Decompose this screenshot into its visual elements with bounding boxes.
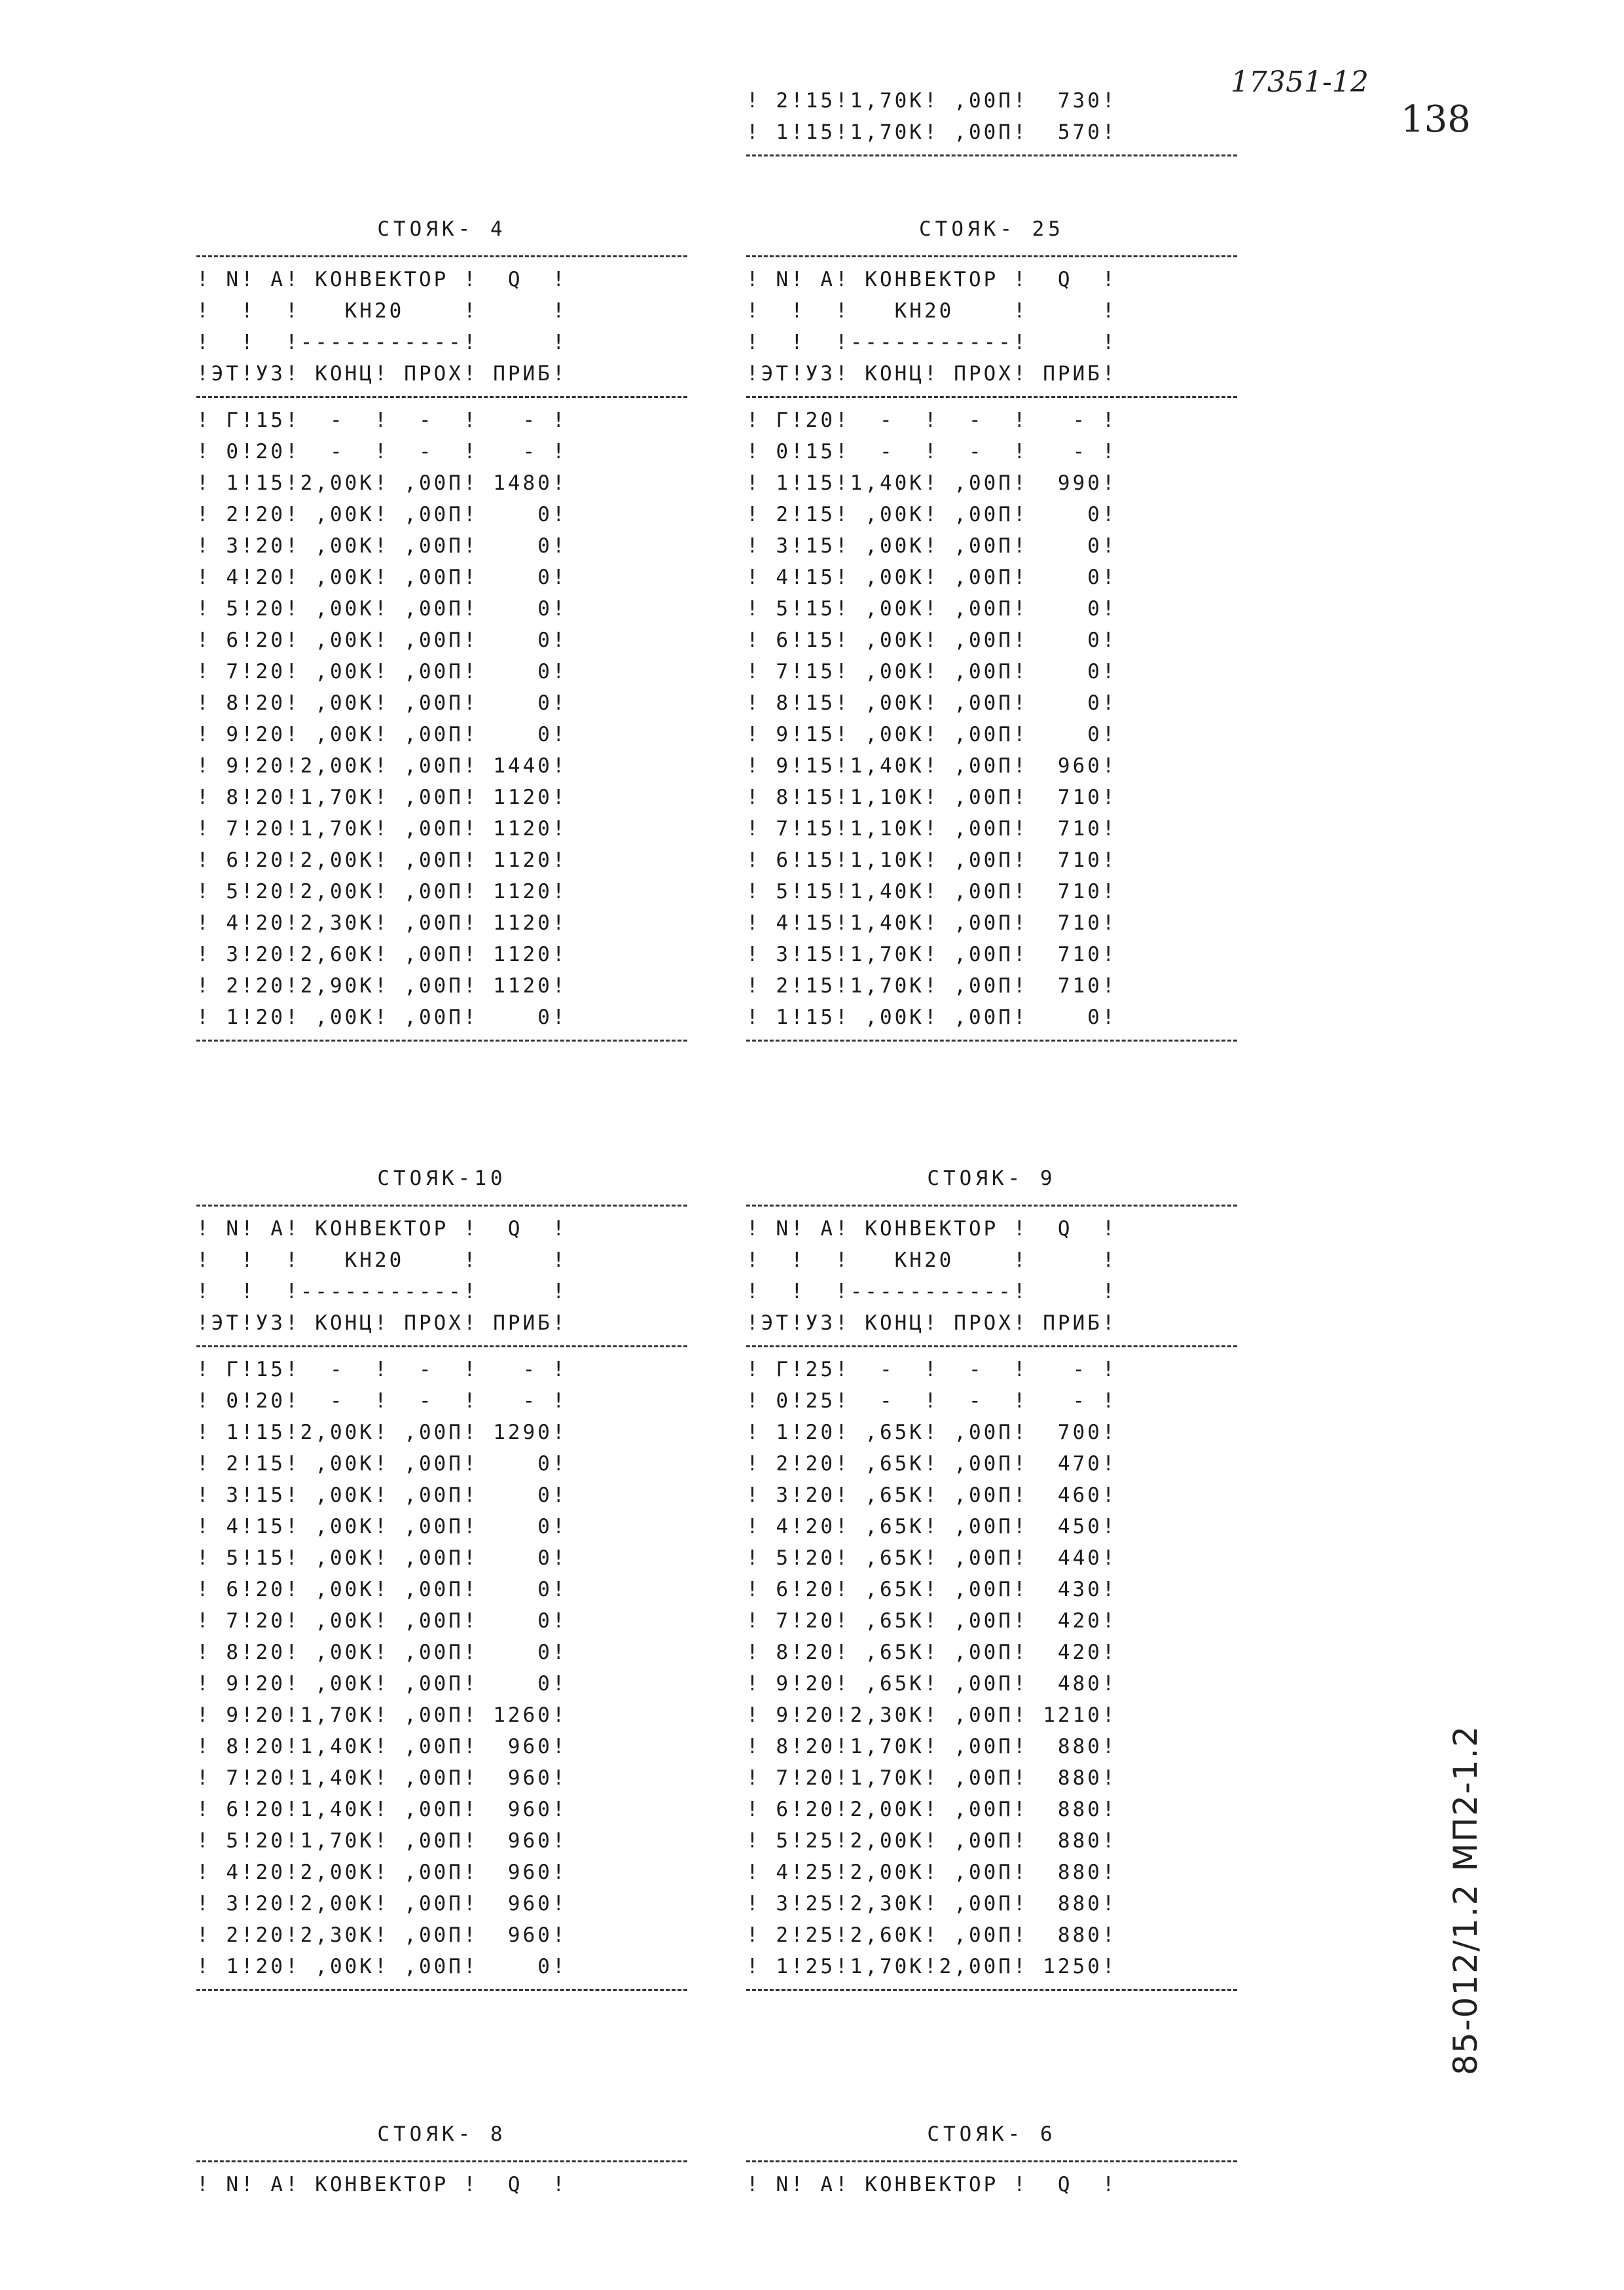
table-row: ! 2!15! ,00К! ,00П! 0!	[746, 503, 1117, 526]
divider	[196, 255, 687, 257]
header-line-4: !ЭТ!УЗ! КОНЦ! ПРОХ! ПРИБ!	[196, 1311, 568, 1335]
table-row: ! 5!25!2,00К! ,00П! 880!	[746, 1829, 1117, 1853]
header-line-1: ! N! А! КОНВЕКТОР ! Q !	[746, 1217, 1117, 1241]
table-row: ! 7!20!1,70К! ,00П! 880!	[746, 1766, 1117, 1790]
table-row: ! 2!25!2,60К! ,00П! 880!	[746, 1923, 1117, 1947]
stoyak-table-1	[196, 209, 687, 1048]
side-code: 85-012/1.2 МП2-1.2	[1447, 1724, 1485, 2075]
table-row: ! 4!20! ,00К! ,00П! 0!	[196, 566, 568, 589]
divider	[196, 1205, 687, 1207]
table-rows	[746, 405, 1237, 1033]
top-row-1: ! 2!15!1,70К! ,00П! 730!	[746, 89, 1117, 113]
table-row: ! 9!20! ,00К! ,00П! 0!	[196, 1672, 568, 1696]
stoyak-title: СТОЯК- 8	[377, 2122, 507, 2146]
table-row: ! 4!20!2,30К! ,00П! 1120!	[196, 911, 568, 935]
table-row: ! 5!15! ,00К! ,00П! 0!	[746, 597, 1117, 621]
table-row: ! Г!20! - ! - ! - !	[746, 409, 1117, 432]
stoyak-title: СТОЯК-10	[377, 1167, 507, 1190]
table-row: ! 7!20!1,70К! ,00П! 1120!	[196, 817, 568, 841]
table-row: ! 7!15!1,10К! ,00П! 710!	[746, 817, 1117, 841]
table-row: ! 6!20!1,40К! ,00П! 960!	[196, 1798, 568, 1821]
table-row: ! 5!15! ,00К! ,00П! 0!	[196, 1546, 568, 1570]
table-row: ! 3!15! ,00К! ,00П! 0!	[196, 1483, 568, 1507]
table-row: ! 8!20!1,70К! ,00П! 1120!	[196, 786, 568, 809]
table-row: ! 2!20! ,65К! ,00П! 470!	[746, 1452, 1117, 1476]
divider	[196, 2160, 687, 2162]
table-row: ! 0!25! - ! - ! - !	[746, 1389, 1117, 1413]
table-row: ! 4!15! ,00К! ,00П! 0!	[746, 566, 1117, 589]
table-row: ! 5!20!1,70К! ,00П! 960!	[196, 1829, 568, 1853]
table-row: ! 8!15!1,10К! ,00П! 710!	[746, 786, 1117, 809]
table-row: ! 8!20!1,40К! ,00П! 960!	[196, 1735, 568, 1758]
table-row: ! 6!15!1,10К! ,00П! 710!	[746, 848, 1117, 872]
header-line-3: ! ! !-----------! !	[746, 331, 1117, 354]
table-row: ! Г!15! - ! - ! - !	[196, 1358, 568, 1381]
stoyak-table-6	[746, 2115, 1237, 2200]
table-row: ! 7!15! ,00К! ,00П! 0!	[746, 660, 1117, 683]
table-row: ! 3!20!2,00К! ,00П! 960!	[196, 1892, 568, 1916]
divider	[746, 2160, 1237, 2162]
table-row: ! 2!20!2,90К! ,00П! 1120!	[196, 974, 568, 998]
table-row: ! 6!20! ,00К! ,00П! 0!	[196, 1578, 568, 1601]
table-row: ! 1!20! ,00К! ,00П! 0!	[196, 1006, 568, 1029]
header-line-4: !ЭТ!УЗ! КОНЦ! ПРОХ! ПРИБ!	[196, 362, 568, 386]
table-row: ! 9!20!2,30К! ,00П! 1210!	[746, 1703, 1117, 1727]
header-line-2: ! ! ! КН20 ! !	[746, 1248, 1117, 1272]
table-row: ! 2!15! ,00К! ,00П! 0!	[196, 1452, 568, 1476]
table-row: ! 7!20! ,65К! ,00П! 420!	[746, 1609, 1117, 1633]
header-line-1: ! N! А! КОНВЕКТОР ! Q !	[196, 1217, 568, 1241]
table-row: ! 8!20!1,70К! ,00П! 880!	[746, 1735, 1117, 1758]
table-rows	[196, 1354, 687, 1982]
table-row: ! 2!20! ,00К! ,00П! 0!	[196, 503, 568, 526]
table-row: ! 1!15!2,00К! ,00П! 1480!	[196, 471, 568, 495]
header-line-3: ! ! !-----------! !	[746, 1280, 1117, 1303]
top-fragment	[746, 85, 1237, 163]
table-row: ! 2!20!2,30К! ,00П! 960!	[196, 1923, 568, 1947]
table-row: ! 5!20! ,00К! ,00П! 0!	[196, 597, 568, 621]
table-row: ! 3!25!2,30К! ,00П! 880!	[746, 1892, 1117, 1916]
table-row: ! Г!25! - ! - ! - !	[746, 1358, 1117, 1381]
divider	[746, 255, 1237, 257]
divider	[196, 396, 687, 398]
table-row: ! 3!15!1,70К! ,00П! 710!	[746, 943, 1117, 966]
stoyak-table-4	[746, 1159, 1237, 1997]
table-row: ! 4!20!2,00К! ,00П! 960!	[196, 1861, 568, 1884]
header-line-1: ! N! А! КОНВЕКТОР ! Q !	[746, 268, 1117, 291]
table-row: ! 7!20!1,40К! ,00П! 960!	[196, 1766, 568, 1790]
header-line-2: ! ! ! КН20 ! !	[196, 1248, 568, 1272]
table-row: ! 8!20! ,00К! ,00П! 0!	[196, 1641, 568, 1664]
table-row: ! 7!20! ,00К! ,00П! 0!	[196, 1609, 568, 1633]
divider	[746, 1205, 1237, 1207]
table-row: ! 4!20! ,65К! ,00П! 450!	[746, 1515, 1117, 1538]
divider	[196, 1040, 687, 1042]
table-row: ! 6!20! ,65К! ,00П! 430!	[746, 1578, 1117, 1601]
header-line-3: ! ! !-----------! !	[196, 331, 568, 354]
table-row: ! 9!20! ,65К! ,00П! 480!	[746, 1672, 1117, 1696]
divider	[746, 1989, 1237, 1991]
table-row: ! 6!15! ,00К! ,00П! 0!	[746, 628, 1117, 652]
top-row-2: ! 1!15!1,70К! ,00П! 570!	[746, 120, 1117, 144]
header-line-1: ! N! А! КОНВЕКТОР ! Q !	[196, 2173, 568, 2196]
table-row: ! Г!15! - ! - ! - !	[196, 409, 568, 432]
table-row: ! 7!20! ,00К! ,00П! 0!	[196, 660, 568, 683]
table-row: ! 6!20!2,00К! ,00П! 880!	[746, 1798, 1117, 1821]
stoyak-title: СТОЯК- 9	[927, 1167, 1056, 1190]
table-row: ! 4!15!1,40К! ,00П! 710!	[746, 911, 1117, 935]
table-row: ! 3!20! ,00К! ,00П! 0!	[196, 534, 568, 558]
header-line-2: ! ! ! КН20 ! !	[746, 299, 1117, 323]
table-row: ! 4!15! ,00К! ,00П! 0!	[196, 1515, 568, 1538]
table-row: ! 1!25!1,70К!2,00П! 1250!	[746, 1955, 1117, 1978]
table-row: ! 0!20! - ! - ! - !	[196, 1389, 568, 1413]
divider	[746, 1040, 1237, 1042]
table-row: ! 8!20! ,00К! ,00П! 0!	[196, 691, 568, 715]
header-line-1: ! N! А! КОНВЕКТОР ! Q !	[196, 268, 568, 291]
table-row: ! 0!15! - ! - ! - !	[746, 440, 1117, 463]
header-line-3: ! ! !-----------! !	[196, 1280, 568, 1303]
table-row: ! 4!25!2,00К! ,00П! 880!	[746, 1861, 1117, 1884]
table-row: ! 1!20! ,00К! ,00П! 0!	[196, 1955, 568, 1978]
stoyak-title: СТОЯК- 6	[927, 2122, 1056, 2146]
header-line-1: ! N! А! КОНВЕКТОР ! Q !	[746, 2173, 1117, 2196]
table-row: ! 3!20!2,60К! ,00П! 1120!	[196, 943, 568, 966]
stoyak-table-5	[196, 2115, 687, 2200]
table-row: ! 6!20!2,00К! ,00П! 1120!	[196, 848, 568, 872]
table-row: ! 5!20! ,65К! ,00П! 440!	[746, 1546, 1117, 1570]
page-number: 138	[1401, 98, 1471, 141]
table-row: ! 9!15!1,40К! ,00П! 960!	[746, 754, 1117, 778]
stoyak-title: СТОЯК- 4	[377, 217, 507, 241]
header-line-4: !ЭТ!УЗ! КОНЦ! ПРОХ! ПРИБ!	[746, 362, 1117, 386]
table-rows	[196, 405, 687, 1033]
table-row: ! 9!20!1,70К! ,00П! 1260!	[196, 1703, 568, 1727]
table-row: ! 0!20! - ! - ! - !	[196, 440, 568, 463]
table-row: ! 8!15! ,00К! ,00П! 0!	[746, 691, 1117, 715]
table-row: ! 8!20! ,65К! ,00П! 420!	[746, 1641, 1117, 1664]
table-row: ! 2!15!1,70К! ,00П! 710!	[746, 974, 1117, 998]
table-row: ! 1!15!2,00К! ,00П! 1290!	[196, 1421, 568, 1444]
stoyak-table-2	[746, 209, 1237, 1048]
table-row: ! 1!15! ,00К! ,00П! 0!	[746, 1006, 1117, 1029]
table-row: ! 3!20! ,65К! ,00П! 460!	[746, 1483, 1117, 1507]
stoyak-title: СТОЯК- 25	[919, 217, 1064, 241]
table-row: ! 9!20!2,00К! ,00П! 1440!	[196, 754, 568, 778]
stoyak-table-3	[196, 1159, 687, 1997]
divider	[746, 1345, 1237, 1347]
table-row: ! 1!15!1,40К! ,00П! 990!	[746, 471, 1117, 495]
handwritten-reference: 17351-12	[1231, 65, 1369, 99]
header-line-2: ! ! ! КН20 ! !	[196, 299, 568, 323]
divider	[196, 1989, 687, 1991]
divider	[746, 396, 1237, 398]
table-row: ! 9!15! ,00К! ,00П! 0!	[746, 723, 1117, 746]
table-row: ! 5!20!2,00К! ,00П! 1120!	[196, 880, 568, 903]
table-row: ! 3!15! ,00К! ,00П! 0!	[746, 534, 1117, 558]
table-row: ! 1!20! ,65К! ,00П! 700!	[746, 1421, 1117, 1444]
top-divider	[746, 154, 1237, 156]
header-line-4: !ЭТ!УЗ! КОНЦ! ПРОХ! ПРИБ!	[746, 1311, 1117, 1335]
divider	[196, 1345, 687, 1347]
table-rows	[746, 1354, 1237, 1982]
table-row: ! 6!20! ,00К! ,00П! 0!	[196, 628, 568, 652]
table-row: ! 5!15!1,40К! ,00П! 710!	[746, 880, 1117, 903]
table-row: ! 9!20! ,00К! ,00П! 0!	[196, 723, 568, 746]
